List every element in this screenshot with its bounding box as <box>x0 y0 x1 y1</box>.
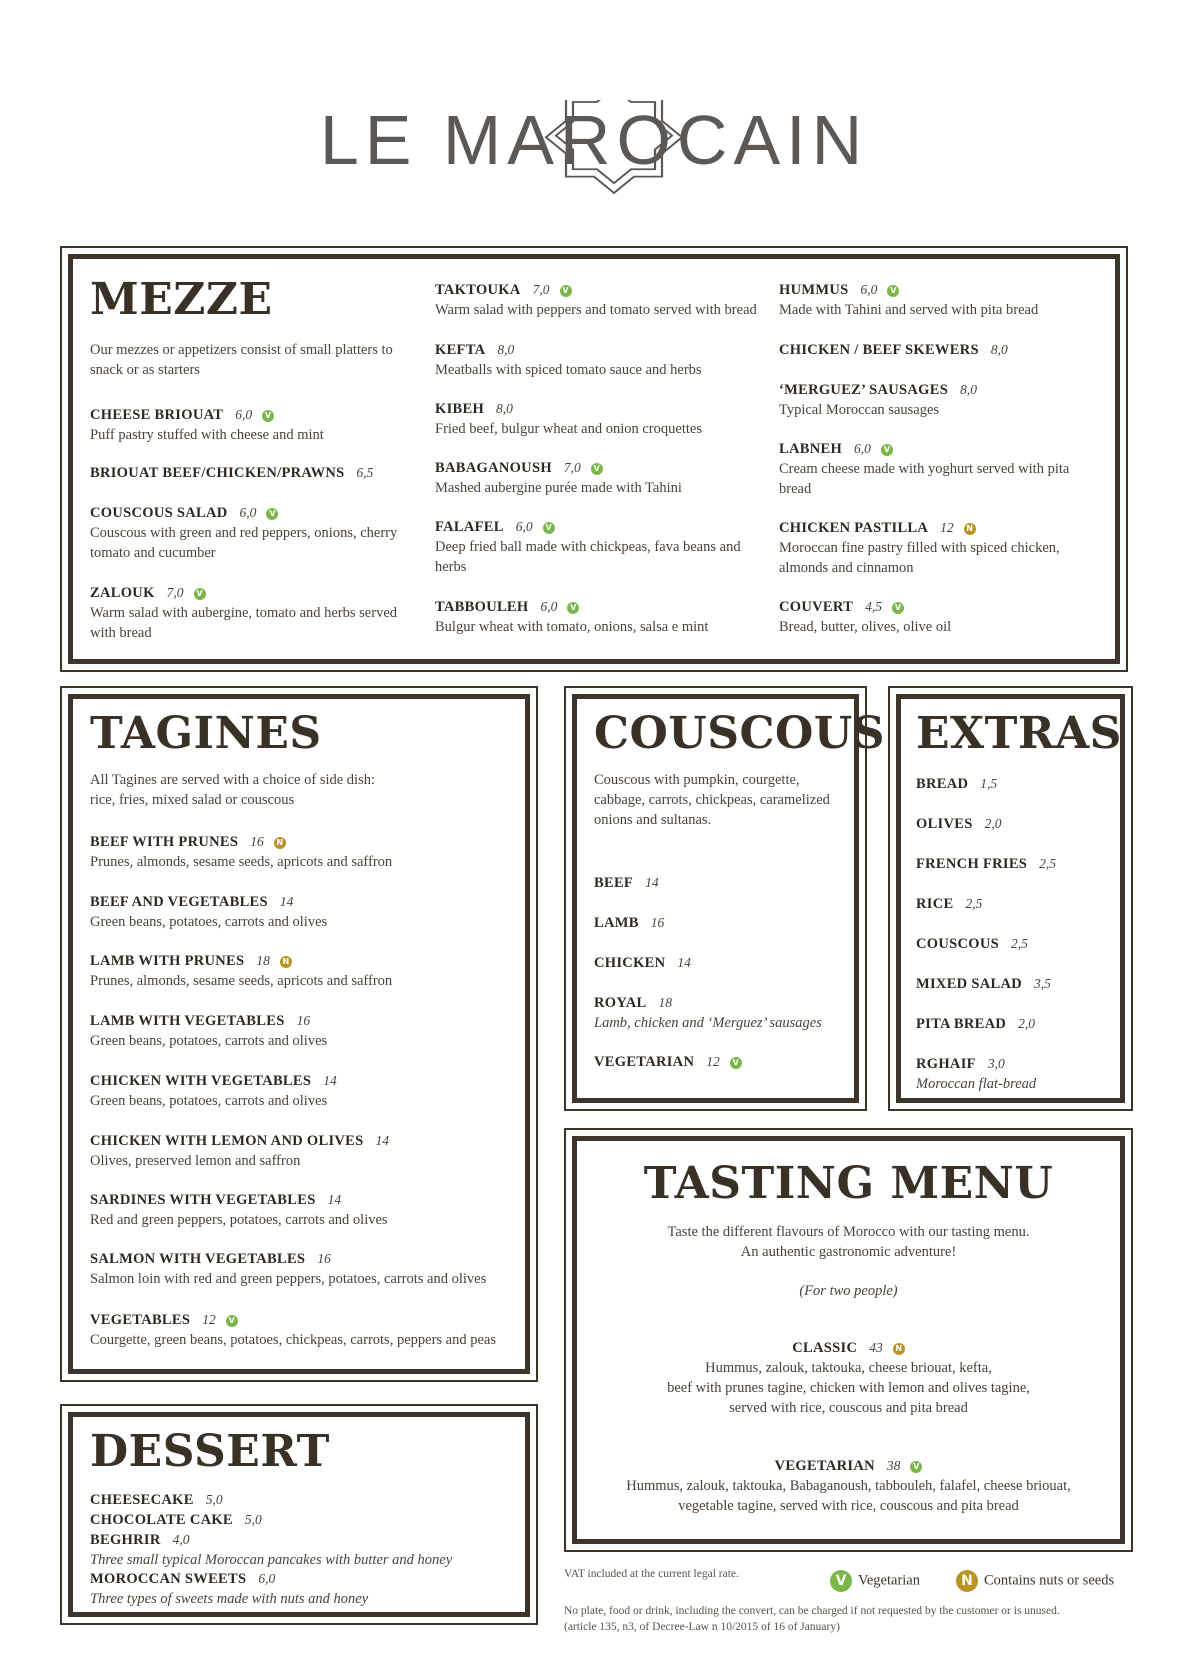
vegetarian-icon: V <box>226 1315 238 1327</box>
item-price: 14 <box>327 1192 342 1207</box>
vegetarian-icon: V <box>591 463 603 475</box>
mezze-item <box>435 517 765 577</box>
tasting-intro-line2: An authentic gastronomic adventure! <box>740 1244 957 1260</box>
item-description: Made with Tahini and served with pita bread <box>779 302 1039 318</box>
couscous-item <box>594 953 691 973</box>
item-name: COUVERT <box>779 599 854 615</box>
item-price: 14 <box>323 1073 337 1088</box>
item-price: 2,5 <box>1039 856 1057 871</box>
item-price: 6,0 <box>540 599 558 614</box>
item-description: Lamb, chicken and ‘Merguez’ sausages <box>594 1015 822 1031</box>
item-description: Warm salad with aubergine, tomato and herbs served with bread <box>90 605 397 641</box>
item-price: 6,0 <box>854 441 871 456</box>
item-description: beef with prunes tagine, chicken with lemon and olives tagine, <box>667 1380 1030 1396</box>
item-price: 16 <box>296 1013 311 1028</box>
item-description: Moroccan fine pastry filled with spiced chicken, almonds and cinnamon <box>779 540 1060 576</box>
item-price: 2,5 <box>1010 936 1028 951</box>
item-description: Mashed aubergine purée made with Tahini <box>435 480 682 496</box>
item-name: RGHAIF <box>916 1056 976 1072</box>
item-description: Red and green peppers, potatoes, carrots and olives <box>90 1212 388 1228</box>
mezze-item <box>90 583 410 643</box>
dessert-item <box>90 1569 368 1609</box>
item-name: PITA BREAD <box>916 1016 1007 1032</box>
item-name: LABNEH <box>779 441 843 457</box>
item-price: 43 <box>869 1340 883 1355</box>
couscous-item <box>594 1052 742 1072</box>
item-name: BEEF <box>594 875 634 891</box>
mezze-item <box>435 458 765 498</box>
mezze-item <box>435 340 765 380</box>
vegetarian-icon: V <box>194 588 206 600</box>
item-description: Green beans, potatoes, carrots and olives <box>90 1033 328 1049</box>
item-name: LAMB <box>594 915 639 931</box>
vegetarian-icon: V <box>887 285 899 297</box>
item-name: ZALOUK <box>90 585 155 601</box>
item-price: 5,0 <box>244 1512 262 1527</box>
item-name: BEGHRIR <box>90 1532 161 1548</box>
extras-item <box>916 1014 1035 1034</box>
mezze-item <box>779 380 1109 420</box>
item-description: Hummus, zalouk, taktouka, cheese briouat, kefta, <box>705 1360 992 1376</box>
extras-item <box>916 814 1001 834</box>
legend-nuts-label: Contains nuts or seeds <box>984 1572 1115 1589</box>
dessert-item <box>90 1490 223 1510</box>
legal-note <box>564 1603 1134 1635</box>
item-description: Meatballs with spiced tomato sauce and herbs <box>435 362 702 378</box>
extras-item <box>916 774 997 794</box>
mezze-item <box>779 280 1109 320</box>
item-price: 3,5 <box>1034 976 1051 991</box>
item-name: CHICKEN WITH VEGETABLES <box>90 1073 312 1089</box>
vegetarian-icon: V <box>881 444 893 456</box>
vegetarian-icon: V <box>560 285 572 297</box>
item-price: 6,0 <box>239 505 257 520</box>
item-description: Prunes, almonds, sesame seeds, apricots and saffron <box>90 854 393 870</box>
item-description: Green beans, potatoes, carrots and olives <box>90 914 328 930</box>
item-price: 38 <box>886 1458 901 1473</box>
tagines-item <box>90 1310 496 1350</box>
mezze-item <box>435 399 765 439</box>
legal-note-line1: No plate, food or drink, including the convert, can be charged if not requested by the customer or is unused. <box>564 1605 1060 1617</box>
item-name: TAKTOUKA <box>435 282 521 298</box>
item-name: BRIOUAT BEEF/CHICKEN/PRAWNS <box>90 465 345 481</box>
item-name: CHICKEN <box>594 955 666 971</box>
restaurant-logo <box>0 100 1188 220</box>
item-name: MIXED SALAD <box>916 976 1023 992</box>
extras-item <box>916 934 1028 954</box>
nuts-icon: N <box>893 1343 905 1355</box>
tagines-item <box>90 951 392 991</box>
item-name: CHICKEN PASTILLA <box>779 520 929 536</box>
vegetarian-icon: V <box>262 410 274 422</box>
item-name: VEGETARIAN <box>774 1458 875 1474</box>
item-price: 1,5 <box>980 776 998 791</box>
extras-title: EXTRAS <box>916 708 1122 759</box>
item-name: ROYAL <box>594 995 647 1011</box>
item-price: 14 <box>677 955 691 970</box>
vegetarian-icon: V <box>892 602 904 614</box>
tagines-item <box>90 1011 327 1051</box>
item-name: SALMON WITH VEGETABLES <box>90 1251 306 1267</box>
item-description: served with rice, couscous and pita bread <box>729 1400 968 1416</box>
item-description: Warm salad with peppers and tomato served with bread <box>435 302 757 318</box>
item-name: SARDINES WITH VEGETABLES <box>90 1192 316 1208</box>
tagines-item <box>90 832 392 872</box>
item-price: 8,0 <box>497 342 515 357</box>
tasting-item <box>564 1456 1133 1516</box>
item-name: CHEESECAKE <box>90 1492 194 1508</box>
dessert-item <box>90 1510 262 1530</box>
item-description: Couscous with green and red peppers, onions, cherry tomato and cucumber <box>90 525 398 561</box>
item-price: 12 <box>202 1312 216 1327</box>
vegetarian-icon: V <box>543 522 555 534</box>
tagines-intro: All Tagines are served with a choice of side dish: rice, fries, mixed salad or couscous <box>90 772 376 808</box>
item-name: LAMB WITH PRUNES <box>90 953 245 969</box>
mezze-item <box>90 503 410 563</box>
item-price: 6,0 <box>860 282 878 297</box>
item-price: 2,5 <box>965 896 983 911</box>
item-name: ‘MERGUEZ’ SAUSAGES <box>779 382 949 398</box>
legend-vegetarian <box>830 1570 920 1592</box>
item-price: 6,0 <box>258 1571 276 1586</box>
item-name: HUMMUS <box>779 282 849 298</box>
item-name: BABAGANOUSH <box>435 460 552 476</box>
item-name: BREAD <box>916 776 969 792</box>
tagines-item <box>90 892 327 932</box>
extras-item <box>916 1054 1036 1094</box>
tasting-intro <box>564 1222 1133 1262</box>
item-description: Courgette, green beans, potatoes, chickpeas, carrots, peppers and peas <box>90 1332 496 1348</box>
dessert-item <box>90 1530 452 1570</box>
item-name: CHOCOLATE CAKE <box>90 1512 233 1528</box>
couscous-item <box>594 993 822 1033</box>
mezze-title: MEZZE <box>90 274 273 325</box>
couscous-intro: Couscous with pumpkin, courgette, cabbage, carrots, chickpeas, caramelized onions and sultanas. <box>594 772 830 828</box>
item-name: BEEF AND VEGETABLES <box>90 894 268 910</box>
dessert-title: DESSERT <box>90 1426 330 1477</box>
item-price: 14 <box>279 894 294 909</box>
item-name: COUSCOUS SALAD <box>90 505 228 521</box>
item-price: 18 <box>256 953 270 968</box>
item-name: RICE <box>916 896 954 912</box>
item-description: Typical Moroccan sausages <box>779 402 940 418</box>
item-price: 12 <box>940 520 954 535</box>
item-price: 7,0 <box>532 282 550 297</box>
tagines-title: TAGINES <box>90 708 322 759</box>
item-description: Three types of sweets made with nuts and honey <box>90 1591 369 1607</box>
item-name: COUSCOUS <box>916 936 999 952</box>
couscous-title: COUSCOUS <box>594 708 885 759</box>
mezze-item <box>779 439 1079 499</box>
item-price: 7,0 <box>563 460 581 475</box>
legend-nuts <box>956 1570 1114 1592</box>
item-name: CHICKEN / BEEF SKEWERS <box>779 342 979 358</box>
couscous-item <box>594 873 659 893</box>
item-price: 8,0 <box>960 382 977 397</box>
item-name: CHICKEN WITH LEMON AND OLIVES <box>90 1133 364 1149</box>
item-price: 7,0 <box>166 585 184 600</box>
tagines-item <box>90 1249 486 1289</box>
item-price: 16 <box>317 1251 331 1266</box>
mezze-intro: Our mezzes or appetizers consist of small platters to snack or as starters <box>90 342 393 378</box>
legal-note-line2: (article 135, n3, of Decree-Law n 10/2015 of 16 of January) <box>564 1621 840 1633</box>
item-name: OLIVES <box>916 816 973 832</box>
item-name: LAMB WITH VEGETABLES <box>90 1013 285 1029</box>
item-description: Moroccan flat-bread <box>916 1076 1037 1092</box>
item-price: 5,0 <box>205 1492 223 1507</box>
tasting-intro-line1: Taste the different flavours of Morocco with our tasting menu. <box>667 1224 1030 1240</box>
item-name: MOROCCAN SWEETS <box>90 1571 247 1587</box>
vegetarian-icon: V <box>567 602 579 614</box>
item-description: Olives, preserved lemon and saffron <box>90 1153 301 1169</box>
item-description: Puff pastry stuffed with cheese and mint <box>90 427 324 443</box>
extras-item <box>916 974 1051 994</box>
nuts-icon: N <box>956 1570 978 1592</box>
mezze-item <box>779 340 1109 360</box>
item-name: FRENCH FRIES <box>916 856 1028 872</box>
item-price: 4,5 <box>865 599 882 614</box>
mezze-item <box>779 518 1079 578</box>
extras-item <box>916 894 982 914</box>
item-name: VEGETARIAN <box>594 1054 695 1070</box>
logo-text: LE MAROCAIN <box>319 101 869 179</box>
nuts-icon: N <box>964 523 976 535</box>
item-name: CHEESE BRIOUAT <box>90 407 224 423</box>
mezze-item <box>90 463 410 483</box>
vegetarian-icon: V <box>730 1057 742 1069</box>
item-description: Bulgur wheat with tomato, onions, salsa e mint <box>435 619 709 635</box>
item-price: 16 <box>650 915 665 930</box>
tagines-item <box>90 1131 389 1171</box>
tasting-title: TASTING MENU <box>643 1158 1054 1209</box>
item-name: TABBOULEH <box>435 599 529 615</box>
vat-note: VAT included at the current legal rate. <box>564 1568 739 1580</box>
item-name: BEEF WITH PRUNES <box>90 834 239 850</box>
item-name: FALAFEL <box>435 519 504 535</box>
item-price: 2,0 <box>984 816 1002 831</box>
tasting-note: (For two people) <box>799 1283 898 1299</box>
item-description: Bread, butter, olives, olive oil <box>779 619 952 635</box>
item-price: 6,0 <box>515 519 533 534</box>
nuts-icon: N <box>274 837 286 849</box>
item-name: KEFTA <box>435 342 486 358</box>
mezze-item <box>435 280 765 320</box>
legend-vegetarian-label: Vegetarian <box>858 1572 920 1589</box>
item-price: 6,5 <box>356 465 374 480</box>
item-price: 14 <box>645 875 659 890</box>
item-description: Hummus, zalouk, taktouka, Babaganoush, tabbouleh, falafel, cheese briouat, <box>626 1478 1071 1494</box>
tagines-item <box>90 1071 337 1111</box>
item-price: 12 <box>706 1054 720 1069</box>
item-description: Prunes, almonds, sesame seeds, apricots and saffron <box>90 973 393 989</box>
item-name: CLASSIC <box>792 1340 858 1356</box>
tasting-item <box>564 1338 1133 1418</box>
mezze-item <box>90 405 390 445</box>
mezze-item <box>779 597 1079 637</box>
nuts-icon: N <box>280 956 292 968</box>
item-price: 16 <box>250 834 264 849</box>
vegetarian-icon: V <box>266 508 278 520</box>
item-description: Salmon loin with red and green peppers, potatoes, carrots and olives <box>90 1271 487 1287</box>
item-name: KIBEH <box>435 401 485 417</box>
item-description: Green beans, potatoes, carrots and olives <box>90 1093 328 1109</box>
vegetarian-icon: V <box>910 1461 922 1473</box>
item-price: 2,0 <box>1018 1016 1036 1031</box>
item-price: 6,0 <box>235 407 253 422</box>
item-price: 4,0 <box>172 1532 190 1547</box>
item-price: 8,0 <box>990 342 1008 357</box>
extras-item <box>916 854 1056 874</box>
item-description: Cream cheese made with yoghurt served with pita bread <box>779 461 1070 497</box>
item-price: 14 <box>375 1133 390 1148</box>
vegetarian-icon: V <box>830 1570 852 1592</box>
mezze-item <box>435 597 765 637</box>
item-description: vegetable tagine, served with rice, couscous and pita bread <box>678 1498 1019 1514</box>
couscous-item <box>594 913 664 933</box>
tagines-item <box>90 1190 388 1230</box>
item-name: VEGETABLES <box>90 1312 191 1328</box>
item-description: Three small typical Moroccan pancakes with butter and honey <box>90 1552 453 1568</box>
item-price: 18 <box>658 995 673 1010</box>
item-description: Fried beef, bulgur wheat and onion croquettes <box>435 421 702 437</box>
item-description: Deep fried ball made with chickpeas, fava beans and herbs <box>435 539 741 575</box>
item-price: 3,0 <box>987 1056 1005 1071</box>
item-price: 8,0 <box>496 401 513 416</box>
